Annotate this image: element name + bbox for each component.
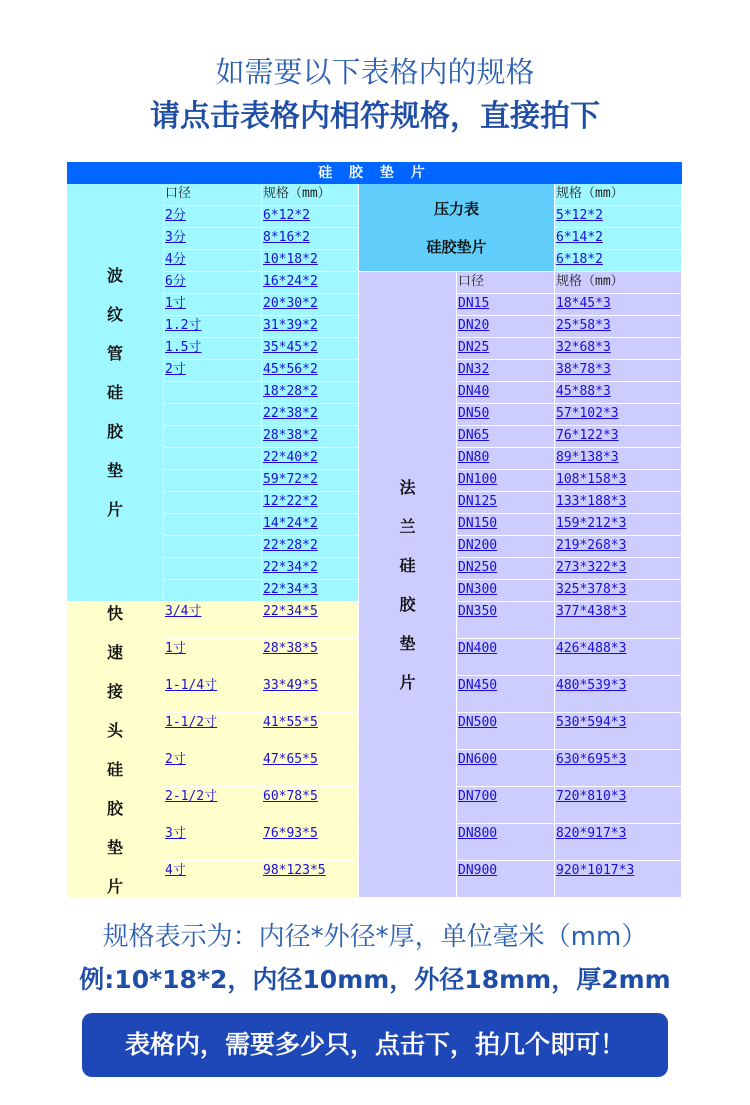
flange-spec-link[interactable]: 18*45*3 xyxy=(555,294,681,315)
bellows-spec-link[interactable]: 22*34*3 xyxy=(262,580,358,601)
bellows-spec-link[interactable]: 6*12*2 xyxy=(262,206,358,227)
bellows-spec-link[interactable]: 31*39*2 xyxy=(262,316,358,337)
bellows-bore-link xyxy=(164,580,261,601)
bellows-gasket-label-char: 管 xyxy=(106,344,123,363)
bellows-spec-link[interactable]: 22*28*2 xyxy=(262,536,358,557)
bellows-spec-link[interactable]: 12*22*2 xyxy=(262,492,358,513)
bellows-spec-link[interactable]: 10*18*2 xyxy=(262,250,358,271)
flange-bore-link[interactable]: DN900 xyxy=(457,861,554,897)
bellows-bore-link xyxy=(164,404,261,425)
bellows-bore-link[interactable]: 4分 xyxy=(164,250,261,271)
flange-spec-link[interactable]: 325*378*3 xyxy=(555,580,681,601)
flange-gasket-label-char: 法 xyxy=(399,477,416,497)
flange-spec-link[interactable]: 630*695*3 xyxy=(555,750,681,786)
pressure-label-line-2: 硅胶垫片 xyxy=(426,238,487,256)
quick-spec-link[interactable]: 41*55*5 xyxy=(262,713,358,749)
quick-coupling-gasket-label-char: 胶 xyxy=(106,798,123,818)
spec-table xyxy=(67,162,682,902)
bellows-bore-link[interactable]: 3分 xyxy=(164,228,261,249)
quick-bore-link[interactable]: 3寸 xyxy=(164,824,261,860)
quick-bore-link[interactable]: 3/4寸 xyxy=(164,602,261,638)
quick-bore-link[interactable]: 2寸 xyxy=(164,750,261,786)
bellows-spec-link[interactable]: 59*72*2 xyxy=(262,470,358,491)
pressure-spec-link[interactable]: 6*14*2 xyxy=(555,228,681,249)
quick-spec-link[interactable]: 76*93*5 xyxy=(262,824,358,860)
flange-spec-link[interactable]: 89*138*3 xyxy=(555,448,681,469)
flange-bore-link[interactable]: DN600 xyxy=(457,750,554,786)
flange-bore-link[interactable]: DN20 xyxy=(457,316,554,337)
quick-coupling-gasket-label-char: 接 xyxy=(106,681,123,701)
flange-bore-link[interactable]: DN400 xyxy=(457,639,554,675)
bellows-bore-link xyxy=(164,558,261,579)
flange-bore-link[interactable]: DN800 xyxy=(457,824,554,860)
flange-bore-link[interactable]: DN350 xyxy=(457,602,554,638)
pressure-label-line-1: 压力表 xyxy=(433,200,479,218)
quick-coupling-gasket-label-char: 头 xyxy=(106,720,123,740)
flange-bore-link[interactable]: DN300 xyxy=(457,580,554,601)
flange-spec-link[interactable]: 45*88*3 xyxy=(555,382,681,403)
bellows-bore-link[interactable]: 1寸 xyxy=(164,294,261,315)
flange-gasket-label-char: 片 xyxy=(399,672,416,692)
spec-example-note: 例:10*18*2，内径10mm，外径18mm，厚2mm xyxy=(79,965,671,994)
table-title: 硅 胶 垫 片 xyxy=(67,162,682,184)
pressure-spec-link[interactable]: 5*12*2 xyxy=(555,206,681,227)
flange-bore-link[interactable]: DN25 xyxy=(457,338,554,359)
header-line-2: 请点击表格内相符规格，直接拍下 xyxy=(150,99,600,134)
bellows-bore-link[interactable]: 1.5寸 xyxy=(164,338,261,359)
bellows-bore-link xyxy=(164,448,261,469)
flange-gasket-label-char: 兰 xyxy=(399,516,416,536)
bellows-spec-link[interactable]: 35*45*2 xyxy=(262,338,358,359)
quick-spec-link[interactable]: 22*34*5 xyxy=(262,602,358,638)
bellows-gasket-label-char: 硅 xyxy=(106,383,123,402)
bellows-gasket-label-char: 片 xyxy=(106,500,123,519)
bellows-spec-link[interactable]: 8*16*2 xyxy=(262,228,358,249)
quick-spec-link[interactable]: 98*123*5 xyxy=(262,861,358,897)
quick-spec-link[interactable]: 28*38*5 xyxy=(262,639,358,675)
flange-spec-link[interactable]: 76*122*3 xyxy=(555,426,681,447)
quick-coupling-gasket-label-char: 速 xyxy=(106,642,123,662)
flange-bore-link[interactable]: DN450 xyxy=(457,676,554,712)
flange-spec-link[interactable]: 273*322*3 xyxy=(555,558,681,579)
flange-bore-link[interactable]: DN80 xyxy=(457,448,554,469)
bellows-spec-link[interactable]: 14*24*2 xyxy=(262,514,358,535)
spec-format-note: 规格表示为：内径*外径*厚，单位毫米（mm） xyxy=(102,922,648,952)
quick-spec-link[interactable]: 60*78*5 xyxy=(262,787,358,823)
bellows-bore-link xyxy=(164,536,261,557)
bellows-bore-link[interactable]: 2寸 xyxy=(164,360,261,381)
flange-bore-link[interactable]: DN65 xyxy=(457,426,554,447)
flange-gasket-label-char: 硅 xyxy=(399,555,416,575)
flange-bore-link[interactable]: DN500 xyxy=(457,713,554,749)
flange-spec-link[interactable]: 426*488*3 xyxy=(555,639,681,675)
flange-gasket-label-char: 胶 xyxy=(399,594,416,614)
bellows-gasket-label-char: 垫 xyxy=(106,461,123,480)
quick-coupling-gasket-label-char: 垫 xyxy=(106,837,123,857)
quick-spec-link[interactable]: 47*65*5 xyxy=(262,750,358,786)
flange-spec-link[interactable]: 159*212*3 xyxy=(555,514,681,535)
quick-bore-link[interactable]: 1-1/2寸 xyxy=(164,713,261,749)
flange-spec-link[interactable]: 219*268*3 xyxy=(555,536,681,557)
flange-bore-link[interactable]: DN150 xyxy=(457,514,554,535)
bellows-bore-link xyxy=(164,426,261,447)
quick-bore-link[interactable]: 1-1/4寸 xyxy=(164,676,261,712)
pressure-header-spec: 规格（mm） xyxy=(555,184,681,205)
flange-bore-link[interactable]: DN700 xyxy=(457,787,554,823)
flange-bore-link[interactable]: DN40 xyxy=(457,382,554,403)
flange-gasket-label-char: 垫 xyxy=(399,633,416,653)
bellows-gasket-label-char: 纹 xyxy=(106,305,123,324)
flange-spec-link[interactable]: 38*78*3 xyxy=(555,360,681,381)
quick-coupling-gasket-label-char: 硅 xyxy=(106,759,123,779)
flange-spec-link[interactable]: 133*188*3 xyxy=(555,492,681,513)
order-instruction-button[interactable]: 表格内，需要多少只，点击下，拍几个即可！ xyxy=(82,1013,668,1077)
quick-coupling-gasket-label xyxy=(67,602,163,897)
pressure-gauge-gasket-label xyxy=(359,184,554,271)
pressure-spec-link[interactable]: 6*18*2 xyxy=(555,250,681,271)
quick-bore-link[interactable]: 4寸 xyxy=(164,861,261,897)
bellows-bore-link[interactable]: 6分 xyxy=(164,272,261,293)
bellows-spec-link[interactable]: 22*38*2 xyxy=(262,404,358,425)
flange-spec-link[interactable]: 57*102*3 xyxy=(555,404,681,425)
bellows-spec-link[interactable]: 28*38*2 xyxy=(262,426,358,447)
bellows-gasket-label xyxy=(67,184,163,601)
flange-bore-link[interactable]: DN50 xyxy=(457,404,554,425)
bellows-header-bore: 口径 xyxy=(164,184,261,205)
bellows-gasket-label-char: 波 xyxy=(106,266,123,285)
flange-spec-link[interactable]: 480*539*3 xyxy=(555,676,681,712)
flange-bore-link[interactable]: DN250 xyxy=(457,558,554,579)
bellows-bore-link xyxy=(164,470,261,491)
flange-spec-link[interactable]: 920*1017*3 xyxy=(555,861,681,897)
bellows-spec-link[interactable]: 18*28*2 xyxy=(262,382,358,403)
header-line-1: 如需要以下表格内的规格 xyxy=(215,55,535,89)
quick-bore-link[interactable]: 2-1/2寸 xyxy=(164,787,261,823)
flange-header-bore: 口径 xyxy=(457,272,554,293)
bellows-spec-link[interactable]: 45*56*2 xyxy=(262,360,358,381)
flange-spec-link[interactable]: 530*594*3 xyxy=(555,713,681,749)
flange-spec-link[interactable]: 32*68*3 xyxy=(555,338,681,359)
flange-bore-link[interactable]: DN125 xyxy=(457,492,554,513)
quick-bore-link[interactable]: 1寸 xyxy=(164,639,261,675)
quick-spec-link[interactable]: 33*49*5 xyxy=(262,676,358,712)
quick-coupling-gasket-label-char: 片 xyxy=(106,876,123,896)
flange-spec-link[interactable]: 820*917*3 xyxy=(555,824,681,860)
bellows-bore-link xyxy=(164,492,261,513)
bellows-bore-link xyxy=(164,382,261,403)
bellows-bore-link[interactable]: 2分 xyxy=(164,206,261,227)
flange-spec-link[interactable]: 720*810*3 xyxy=(555,787,681,823)
flange-spec-link[interactable]: 25*58*3 xyxy=(555,316,681,337)
flange-spec-link[interactable]: 108*158*3 xyxy=(555,470,681,491)
flange-gasket-label xyxy=(359,272,456,897)
bellows-bore-link[interactable]: 1.2寸 xyxy=(164,316,261,337)
bellows-spec-link[interactable]: 22*34*2 xyxy=(262,558,358,579)
flange-header-spec: 规格（mm） xyxy=(555,272,681,293)
bellows-gasket-label-char: 胶 xyxy=(106,422,123,441)
flange-bore-link[interactable]: DN15 xyxy=(457,294,554,315)
bellows-header-spec: 规格（mm） xyxy=(262,184,358,205)
flange-bore-link[interactable]: DN100 xyxy=(457,470,554,491)
flange-bore-link[interactable]: DN32 xyxy=(457,360,554,381)
bellows-spec-link[interactable]: 16*24*2 xyxy=(262,272,358,293)
flange-bore-link[interactable]: DN200 xyxy=(457,536,554,557)
bellows-spec-link[interactable]: 20*30*2 xyxy=(262,294,358,315)
bellows-spec-link[interactable]: 22*40*2 xyxy=(262,448,358,469)
bellows-bore-link xyxy=(164,514,261,535)
flange-spec-link[interactable]: 377*438*3 xyxy=(555,602,681,638)
quick-coupling-gasket-label-char: 快 xyxy=(106,603,123,623)
